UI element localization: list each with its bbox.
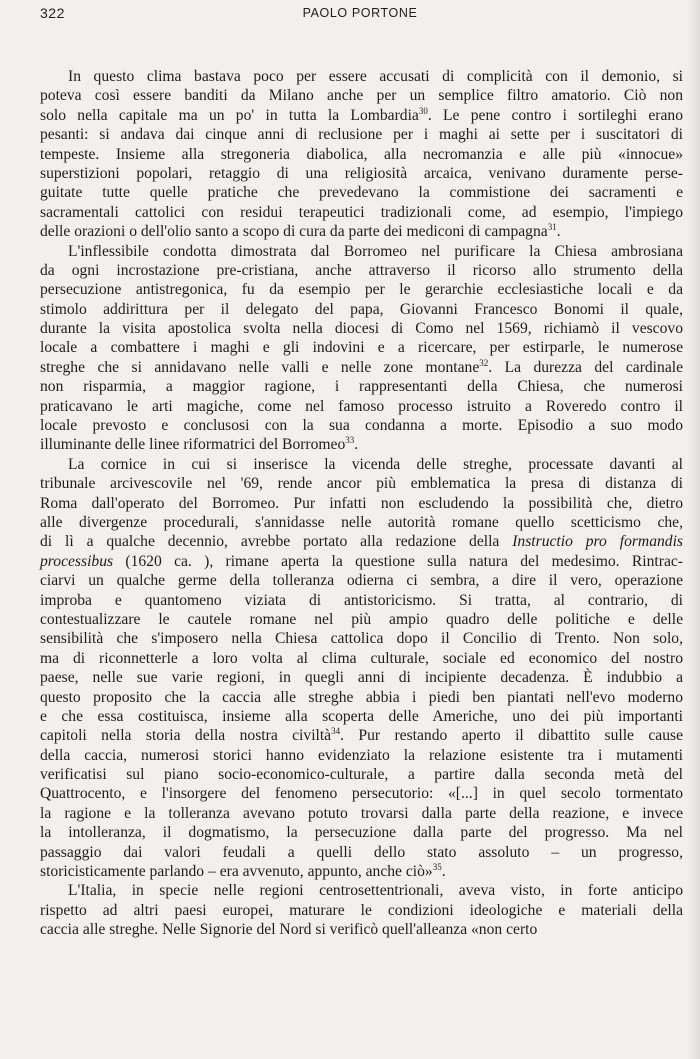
line-text: passaggio dai valori feudali a quelli dello stato assoluto – un progresso,	[40, 843, 683, 861]
line-text: non risparmia, a maggior ragione, i rappresentanti della Chiesa, che numerosi	[40, 378, 683, 396]
line-text: sensibilità che s'imposero nella Chiesa cattolica dopo il Concilio di Trento. Non solo,	[40, 630, 683, 648]
paragraph	[40, 242, 683, 455]
line-text: ma di riconnetterle a loro volta al clima culturale, sociale ed economico del nostro	[40, 649, 683, 667]
text-line	[40, 843, 683, 862]
line-text: questo proposito che la caccia alle streghe abbia i piedi ben piantati nell'evo moderno	[40, 688, 683, 706]
line-text: L'Italia, in specie nelle regioni centrosettentrionali, aveva visto, in forte anticipo	[68, 882, 683, 900]
text-line	[40, 338, 683, 357]
line-text: solo nella capitale ma un po' in tutta la Lombardia	[40, 106, 419, 124]
text-line	[40, 862, 683, 881]
text-line	[40, 823, 683, 842]
footnote-ref: 30	[418, 105, 428, 116]
running-title: PAOLO PORTONE	[302, 6, 418, 20]
line-text: streghe che si annidavano nelle valli e nelle zone montane	[40, 358, 480, 376]
line-text: La cornice in cui si inserisce la vicenda delle streghe, processate davanti al	[68, 455, 683, 473]
line-text: durante la visita apostolica svolta nella diocesi di Como nel 1569, richiamò il vescovo	[40, 320, 683, 338]
text-line	[40, 784, 683, 803]
line-text: . La durezza del cardinale	[488, 358, 683, 376]
page-edge-shadow	[686, 0, 700, 1059]
line-text: paese, nelle sue varie regioni, in quegli anni di incipiente decadenza. È indubbio a	[40, 669, 683, 687]
paragraph	[40, 455, 683, 882]
text-line	[40, 746, 683, 765]
text-line	[40, 707, 683, 726]
text-line	[40, 222, 683, 241]
text-line	[40, 726, 683, 745]
line-text: della caccia, numerosi storici hanno evidenziato la relazione esistente tra i mutamenti	[40, 746, 683, 764]
line-text: guitate tutte quelle pratiche che prevedevano la commistione dei sacramenti e	[40, 184, 683, 202]
text-line	[40, 920, 683, 939]
paragraph	[40, 881, 683, 939]
text-line	[40, 86, 683, 105]
line-text: Quattrocento, e l'insorgere del fenomeno persecutorio: «[...] in quel secolo tormentato	[40, 785, 683, 803]
footnote-ref: 33	[345, 435, 355, 446]
line-text: e che essa costituisca, insieme alla scoperta delle Americhe, uno dei più importanti	[40, 707, 683, 725]
text-line	[40, 106, 683, 125]
text-line	[40, 435, 683, 454]
line-text: sacramentali cattolici con residui terapeutici tradizionali come, ad esempio, l'impiego	[40, 203, 683, 221]
line-text: tempeste. Insieme alla stregoneria diabolica, alla necromanzia e alle più «innocue»	[40, 145, 683, 163]
line-text: capitoli nella storia della nostra civiltà	[40, 727, 332, 745]
line-text: locale prevosto e conclusosi con la sua condanna a morte. Episodio a suo modo	[40, 417, 683, 435]
line-text: la intolleranza, il dogmatismo, la persecuzione dalla parte del progresso. Ma nel	[40, 824, 683, 842]
footnote-ref: 31	[547, 222, 557, 233]
text-line	[40, 881, 683, 900]
text-line	[40, 610, 683, 629]
text-line	[40, 125, 683, 144]
text-line	[40, 474, 683, 493]
italic-title: processibus	[40, 552, 114, 570]
text-line	[40, 901, 683, 920]
text-line	[40, 416, 683, 435]
line-text: Roma dall'operato del Borromeo. Pur infatti non escludendo la possibilità che, dietro	[40, 494, 683, 512]
line-text: (1620 ca. ), rimane aperta la questione sulla natura del medesimo. Rintrac-	[113, 552, 683, 570]
line-text: praticavano le arti magiche, come nel famoso processo istruito a Roveredo contro il	[40, 397, 683, 415]
text-line	[40, 358, 683, 377]
text-line	[40, 455, 683, 474]
text-line	[40, 629, 683, 648]
text-line	[40, 765, 683, 784]
line-text: da ogni incrostazione pre-cristiana, anche attraverso il ricorso allo strumento della	[40, 261, 683, 279]
text-line	[40, 591, 683, 610]
text-line	[40, 532, 683, 551]
text-line	[40, 280, 683, 299]
line-text: verificatisi sul piano socio-economico-culturale, a partire dalla seconda metà del	[40, 766, 683, 784]
paragraph	[40, 67, 683, 242]
text-line	[40, 319, 683, 338]
line-text: . Le pene contro i sortileghi erano	[427, 106, 683, 124]
text-line	[40, 494, 683, 513]
text-line	[40, 300, 683, 319]
line-text: caccia alle streghe. Nelle Signorie del Nord si verificò quell'alleanza «non certo	[40, 921, 538, 939]
text-line	[40, 261, 683, 280]
line-text: .	[556, 223, 561, 241]
line-text: superstizioni popolari, retaggio di una religiosità arcaica, venivano duramente perse-	[40, 164, 683, 182]
line-text: stimolo addirittura per il delegato del papa, Giovanni Francesco Bonomi il quale,	[40, 300, 683, 318]
text-line	[40, 67, 683, 86]
line-text: ciarvi un qualche germe della tolleranza odierna ci sembra, a dire il vero, operazione	[40, 572, 683, 590]
italic-title: Instructio pro formandis	[512, 533, 683, 551]
line-text: contestualizzare le cautele romane nel più ampio quadro delle politiche e delle	[40, 610, 683, 628]
footnote-ref: 34	[331, 726, 341, 737]
line-text: L'inflessibile condotta dimostrata dal Borromeo nel purificare la Chiesa ambrosiana	[68, 242, 683, 260]
body-text	[40, 67, 683, 940]
text-line	[40, 668, 683, 687]
line-text: tribunale arcivescovile nel '69, rende ancor più emblematica la presa di distanza di	[40, 475, 683, 493]
footnote-ref: 32	[479, 357, 489, 368]
line-text: delle orazioni o dell'olio santo a scopo di cura da parte dei mediconi di campagna	[40, 223, 548, 241]
line-text: di lì a qualche decennio, avrebbe portato alla redazione della	[40, 533, 513, 551]
line-text: locale a combattere i maghi e gli indovini e a ricercare, per estirparle, le numerose	[40, 339, 683, 357]
line-text: pesanti: si andava dai cinque anni di reclusione per i maghi ai sette per i suscitatori di	[40, 126, 683, 144]
footnote-ref: 35	[432, 862, 442, 873]
line-text: poteva così essere banditi da Milano anche per un semplice filtro amatorio. Ciò non	[40, 87, 683, 105]
text-line	[40, 242, 683, 261]
line-text: persecuzione antistregonica, fu da esempio per le gerarchie ecclesiastiche locali e da	[40, 281, 683, 299]
line-text: la ragione e la tolleranza avevano potuto trovarsi dalla parte della reazione, e invece	[40, 804, 683, 822]
text-line	[40, 377, 683, 396]
text-line	[40, 649, 683, 668]
text-line	[40, 688, 683, 707]
line-text: . Pur restando aperto il dibattito sulle cause	[340, 727, 683, 745]
line-text: improba e quantomeno viziata di antistoricismo. Si tratta, al contrario, di	[40, 591, 683, 609]
page-number: 322	[40, 5, 65, 21]
text-line	[40, 183, 683, 202]
line-text: alle divergenze procedurali, s'annidasse nelle autorità romane quello scetticismo che,	[40, 513, 683, 531]
text-line	[40, 513, 683, 532]
text-line	[40, 203, 683, 222]
text-line	[40, 164, 683, 183]
text-line	[40, 397, 683, 416]
text-line	[40, 552, 683, 571]
line-text: rispetto ad altri paesi europei, maturare le condizioni ideologiche e materiali della	[40, 901, 683, 919]
text-line	[40, 571, 683, 590]
text-line	[40, 145, 683, 164]
line-text: .	[354, 436, 359, 454]
line-text: .	[441, 863, 446, 881]
line-text: In questo clima bastava poco per essere accusati di complicità con il demonio, si	[68, 68, 683, 85]
text-line	[40, 804, 683, 823]
line-text: illuminante delle linee riformatrici del Borromeo	[40, 436, 346, 454]
line-text: storicisticamente parlando – era avvenuto, appunto, anche ciò»	[40, 863, 433, 881]
running-head	[40, 5, 680, 25]
